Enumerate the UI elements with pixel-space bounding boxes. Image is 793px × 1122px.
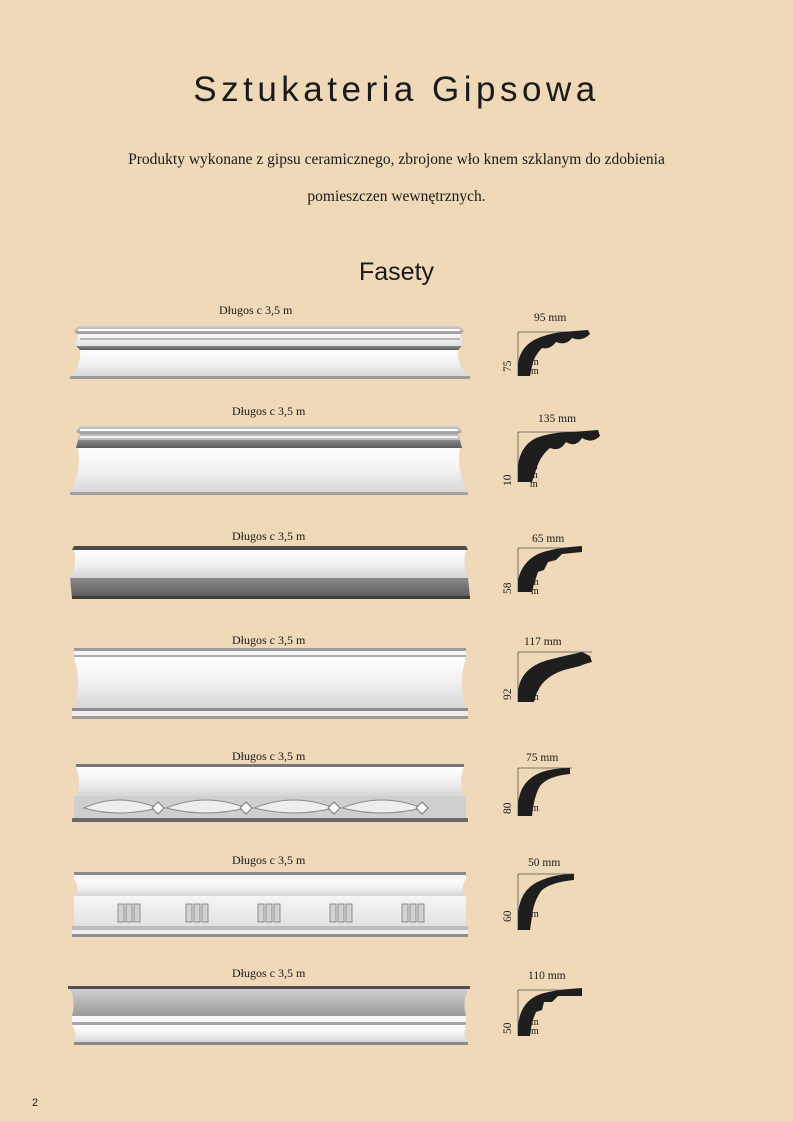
product-6-width: 50 mm [528, 857, 561, 869]
product-5-height: 80 [502, 802, 514, 814]
product-2-profile [512, 426, 604, 488]
product-5-length: Długos c 3,5 m [232, 749, 306, 763]
product-4-mm-mark: m m [531, 683, 539, 703]
product-6-moulding-image [68, 868, 470, 940]
product-4-height: 92 [502, 688, 514, 700]
page-title: Sztukateria Gipsowa [193, 70, 600, 109]
product-3-mm-mark: m m [531, 577, 539, 597]
product-7-mm-mark: m m [531, 1017, 539, 1037]
product-1-mm-mark: m m [531, 357, 539, 377]
product-1-length: Długos c 3,5 m [219, 303, 293, 317]
product-5-profile [512, 764, 582, 820]
product-2-height: 10 [502, 474, 514, 486]
product-4-width: 117 mm [524, 636, 562, 648]
product-6-length: Długos c 3,5 m [232, 853, 306, 867]
product-1-width: 95 mm [534, 312, 567, 324]
product-7-moulding-image [66, 984, 472, 1048]
product-4-moulding-image [68, 646, 470, 722]
product-6-mm-mark: m [531, 909, 539, 920]
product-3-height: 58 [502, 582, 514, 594]
product-1-moulding-image [68, 320, 470, 382]
product-6-height: 60 [502, 910, 514, 922]
product-7-profile [512, 986, 590, 1040]
product-7-length: Długos c 3,5 m [232, 966, 306, 980]
product-7-height: 50 [502, 1022, 514, 1034]
product-5-mm-mark: m [531, 803, 539, 814]
product-3-length: Długos c 3,5 m [232, 529, 306, 543]
product-7-width: 110 mm [528, 970, 566, 982]
product-2-length: Długos c 3,5 m [232, 404, 306, 418]
product-5-moulding-image [68, 762, 470, 826]
product-2-width: 135 mm [538, 413, 577, 425]
page-number: 2 [32, 1097, 39, 1109]
intro-line-2: pomieszczen wewnętrznych. [307, 188, 486, 205]
product-4-profile [512, 648, 598, 708]
product-5-width: 75 mm [526, 752, 559, 764]
product-3-width: 65 mm [532, 533, 565, 545]
product-1-height: 75 [502, 360, 514, 372]
product-2-mm-mark: m m m [530, 461, 538, 490]
section-title: Fasety [358, 258, 435, 286]
product-1-profile [512, 326, 602, 382]
product-3-profile [512, 544, 590, 596]
product-2-moulding-image [68, 422, 470, 500]
intro-line-1: Produkty wykonane z gipsu ceramicznego, zbrojone wło knem szklanym do zdobienia [128, 151, 665, 168]
product-3-moulding-image [68, 542, 470, 602]
product-6-profile [512, 870, 582, 934]
product-4-length: Długos c 3,5 m [232, 633, 306, 647]
